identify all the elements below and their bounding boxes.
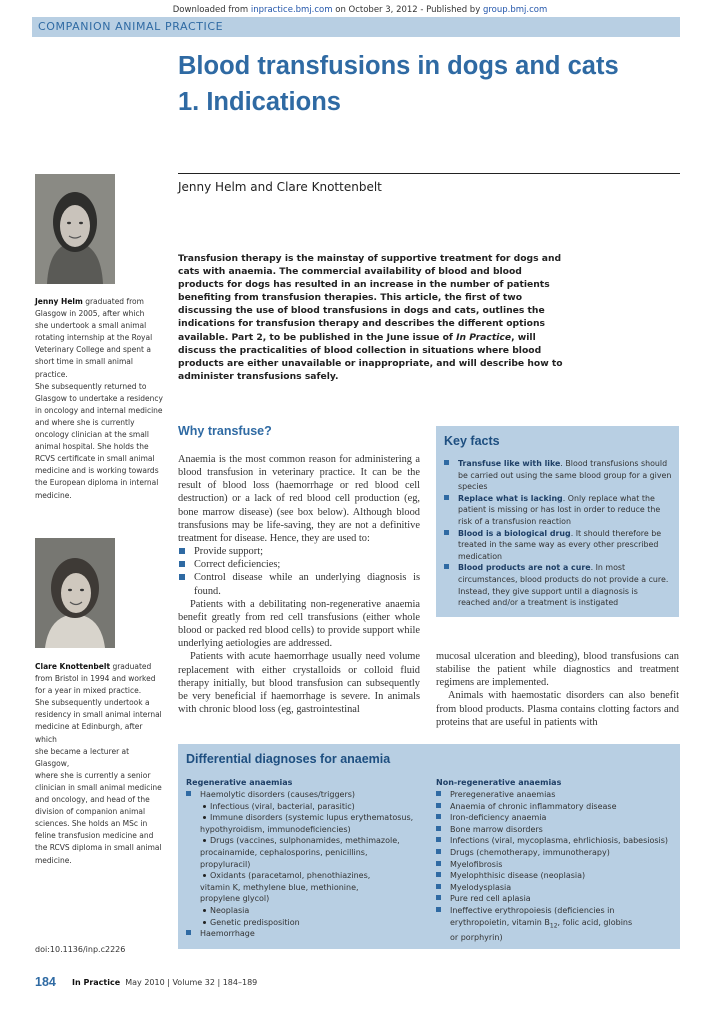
non-regenerative-list xyxy=(436,789,676,943)
site-link[interactable]: inpractice.bmj.com xyxy=(250,5,333,15)
page-number: 184 xyxy=(35,975,56,989)
abstract: Transfusion therapy is the mainstay of supportive treatment for dogs and cats with anaemia. The commercial availability of blood and blood products for dogs has resulted in an increase in the number of patients benefiting from transfusion therapies. This article, the first of two discussing the use of blood transfusions in dogs and cats, outlines the indications for transfusion therapy and describes the different options available. Part 2, to be published in the June issue of In Practice, will discuss the practicalities of blood collection in situations where blood products are either unavailable or inappropriate, and will describe how to administer transfusions safely. xyxy=(178,253,563,382)
bio-jenny-helm: Jenny Helm graduated from Glasgow in 2005, after which she undertook a small animal rotating internship at the Royal Veterinary College and spent a short time in small animal practice. She subsequently returned to Glasgow to undertake a residency in oncology and internal medicine and where she is currently oncology clinician at the small animal hospital. She holds the RCVS certificate in small animal medicine and is working towards the European diploma in internal medicine. xyxy=(35,297,163,500)
list-item: Myelodysplasia xyxy=(436,882,676,894)
differential-diagnoses-box xyxy=(178,744,680,949)
section-band xyxy=(32,17,680,37)
paragraph: mucosal ulceration and bleeding), blood transfusions can stabilise the patient while diagnostics and treatment regimens are implemented. xyxy=(436,651,679,689)
list-item: Ineffective erythropoiesis (deficiencies in xyxy=(436,905,676,917)
key-fact: Replace what is lacking. Only replace what the patient is missing or has lost in order to reduce the risk of a transfusion reaction xyxy=(444,493,672,528)
list-subitem: Immune disorders (systemic lupus erythematosus, xyxy=(186,812,426,824)
list-item: Drugs (chemotherapy, immunotherapy) xyxy=(436,847,676,859)
list-subitem-cont: vitamin K, methylene blue, methionine, xyxy=(200,882,359,892)
list-subitem: Genetic predisposition xyxy=(186,917,426,929)
title-rule xyxy=(178,173,680,174)
paragraph: Animals with haemostatic disorders can also benefit from blood products. Plasma contains clotting factors and proteins that are useful in patients with xyxy=(436,690,679,728)
authors: Jenny Helm and Clare Knottenbelt xyxy=(178,180,382,194)
regenerative-heading: Regenerative anaemias xyxy=(186,778,293,787)
list-subitem-cont: propyluracil) xyxy=(200,859,251,869)
list-item: Pure red cell aplasia xyxy=(436,893,676,905)
title-line-1: Blood transfusions in dogs and cats xyxy=(178,52,619,80)
list-item: Provide support; xyxy=(178,545,420,558)
list-subitem-cont: propylene glycol) xyxy=(200,894,270,904)
key-facts-box xyxy=(436,426,679,617)
key-fact: Blood is a biological drug. It should therefore be treated in the same way as every other prescribed medication xyxy=(444,528,672,563)
key-facts-title: Key facts xyxy=(444,434,500,448)
body-column-2 xyxy=(436,650,679,729)
list-item: Myelophthisic disease (neoplasia) xyxy=(436,870,676,882)
non-regenerative-heading: Non-regenerative anaemias xyxy=(436,778,562,787)
download-notice: Downloaded from inpractice.bmj.com on October 3, 2012 - Published by group.bmj.com xyxy=(172,5,548,15)
paragraph: Patients with a debilitating non-regenerative anaemia benefit greatly from red cell transfusions (either whole blood or packed red blood cells) to provide support while underlying aetiologies are addressed. xyxy=(178,598,420,650)
list-item: Anaemia of chronic inflammatory disease xyxy=(436,801,676,813)
key-fact: Transfuse like with like. Blood transfusions should be carried out using the same blood group for a given species xyxy=(444,458,672,493)
list-item-cont: erythropoietin, vitamin $B_{12}$, folic acid, globins xyxy=(450,917,633,930)
regenerative-list xyxy=(186,789,426,940)
author-photo-clare-knottenbelt xyxy=(35,538,115,648)
doi: doi:10.1136/inp.c2226 xyxy=(35,945,126,954)
section-label: COMPANION ANIMAL PRACTICE xyxy=(38,20,224,33)
list-subitem: Infectious (viral, bacterial, parasitic) xyxy=(186,801,426,813)
list-item: Correct deficiencies; xyxy=(178,558,420,571)
list-subitem: Neoplasia xyxy=(186,905,426,917)
list-subitem: Drugs (vaccines, sulphonamides, methimazole, xyxy=(186,835,426,847)
list-subitem-cont: hypothyroidism, immunodeficiencies) xyxy=(200,824,351,834)
list-item: Haemorrhage xyxy=(186,928,426,940)
list-subitem: Oxidants (paracetamol, phenothiazines, xyxy=(186,870,426,882)
list-item: Myelofibrosis xyxy=(436,859,676,871)
footer-citation: In Practice May 2010 | Volume 32 | 184–189 xyxy=(72,978,258,987)
list-item: Preregenerative anaemias xyxy=(436,789,676,801)
paragraph: Patients with acute haemorrhage usually need volume replacement with either crystalloids or colloid fluid therapy initially, but blood transfusion can subsequently be very beneficial if haemorrhage is severe. In animals with chronic blood loss (eg, gastrointestinal xyxy=(178,651,420,715)
paragraph: Anaemia is the most common reason for administering a blood transfusion in veterinary practice. It can be the result of blood loss (haemorrhage or red blood cell destruction) or a lack of red blood cell production (eg, bone marrow disease) (see box below). Although blood transfusions may be life-saving, they are not a definitive treatment for disease. Hence, they are used to: xyxy=(178,454,420,544)
list-item: Iron-deficiency anaemia xyxy=(436,812,676,824)
list-item: Control disease while an underlying diagnosis is found. xyxy=(178,571,420,597)
list-item: Bone marrow disorders xyxy=(436,824,676,836)
publisher-link[interactable]: group.bmj.com xyxy=(482,5,548,15)
bio-clare-knottenbelt: Clare Knottenbelt graduated from Bristol in 1994 and worked for a year in mixed practice. She subsequently undertook a residency in small animal internal medicine at Edinburgh, after which she became a lecturer at Glasgow, where she is currently a senior clinician in small animal medicine and oncology, and head of the division of companion animal sciences. She holds an MSc in feline transfusion medicine and the RCVS diploma in small animal medicine. xyxy=(35,662,162,865)
title-line-2: 1. Indications xyxy=(178,88,341,116)
diff-dx-title: Differential diagnoses for anaemia xyxy=(186,752,391,766)
key-fact: Blood products are not a cure. In most circumstances, blood products do not provide a cure. Instead, they give support until a diagnosis is reached and/or a treatment is instigated xyxy=(444,562,672,608)
heading-why-transfuse: Why transfuse? xyxy=(178,424,272,438)
list-item: Infections (viral, mycoplasma, ehrlichiosis, babesiosis) xyxy=(436,835,676,847)
use-list xyxy=(178,545,420,598)
article-title xyxy=(178,48,678,120)
list-item-cont: or porphyrin) xyxy=(450,932,503,942)
body-column-1 xyxy=(178,453,420,716)
list-item: Haemolytic disorders (causes/triggers) xyxy=(186,789,426,801)
author-photo-jenny-helm xyxy=(35,174,115,284)
list-subitem-cont: procainamide, cephalosporins, penicillins, xyxy=(200,847,368,857)
key-facts-list xyxy=(444,458,672,609)
